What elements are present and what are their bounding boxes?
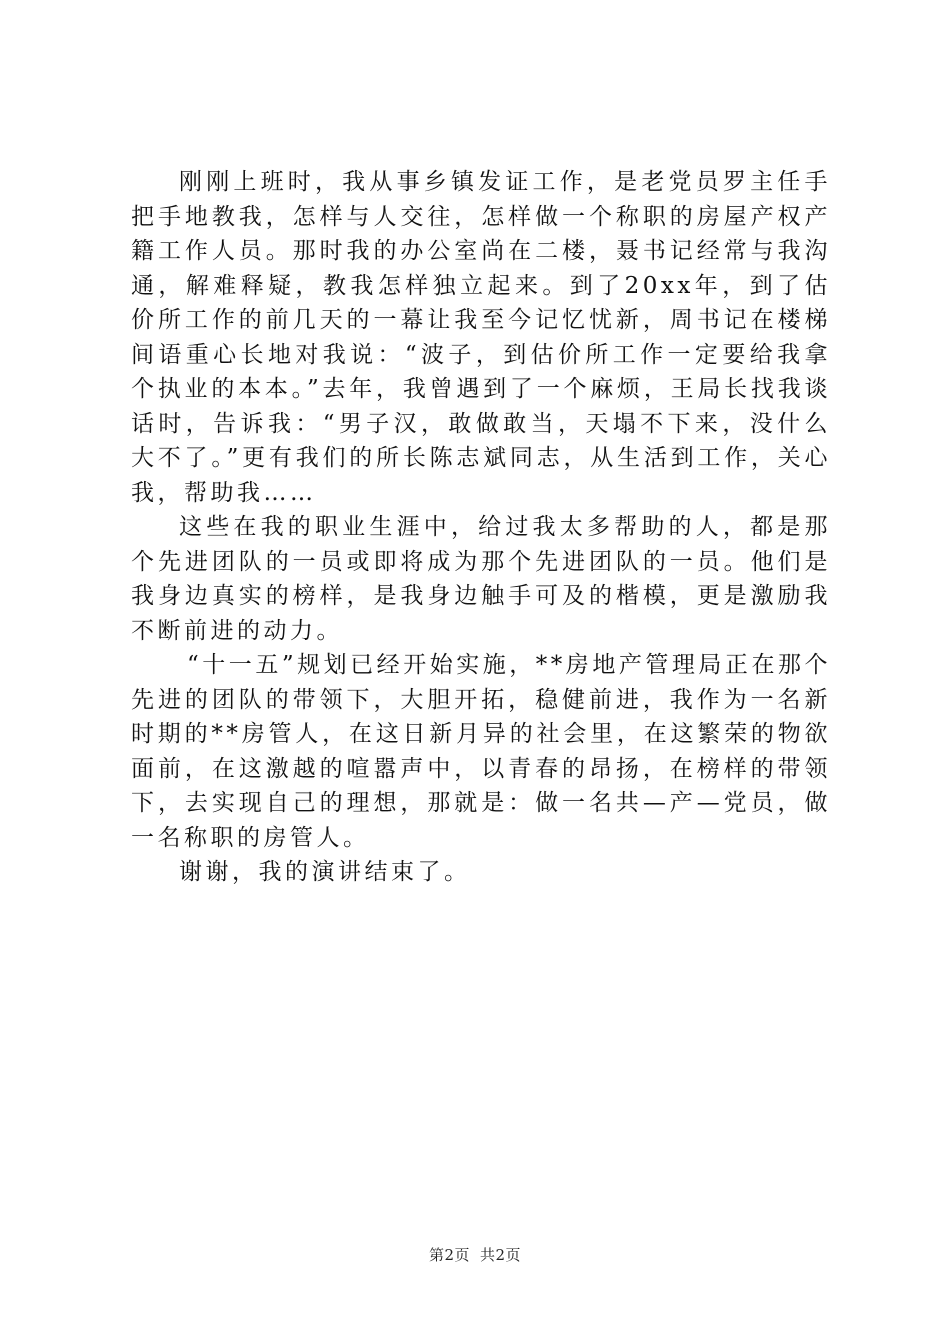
page-footer (0, 1244, 950, 1265)
paragraph-role-models: 这些在我的职业生涯中，给过我太多帮助的人，都是那个先进团队的一员或即将成为那个先进团队的一员。他们是我身边真实的榜样，是我身边触手可及的楷模，更是激励我不断前进的动力。 (131, 514, 831, 644)
page-number: 第2页 (428, 1246, 470, 1264)
document-body (131, 165, 831, 890)
paragraph-closing: 谢谢，我的演讲结束了。 (179, 859, 471, 885)
paragraph-five-year-plan: “十一五”规划已经开始实施，**房地产管理局正在那个先进的团队的带领下，大胆开拓，稳健前进，我作为一名新时期的**房管人，在这日新月异的社会里，在这繁荣的物欲面前，在这激越的喧嚣声中，以青春的昂扬，在榜样的带领下，去实现自己的理想，那就是：做一名共—产—党员，做一名称职的房管人。 (131, 652, 831, 851)
page-total: 共2页 (480, 1246, 522, 1264)
paragraph-mentors: 刚刚上班时，我从事乡镇发证工作，是老党员罗主任手把手地教我，怎样与人交往，怎样做一个称职的房屋产权产籍工作人员。那时我的办公室尚在二楼，聂书记经常与我沟通，解难释疑，教我怎样独立起来。到了20xx年，到了估价所工作的前几天的一幕让我至今记忆忧新，周书记在楼梯间语重心长地对我说：“波子，到估价所工作一定要给我拿个执业的本本。”去年，我曾遇到了一个麻烦，王局长找我谈话时，告诉我：“男子汉，敢做敢当，天塌不下来，没什么大不了。”更有我们的所长陈志斌同志，从生活到工作，关心我，帮助我…… (131, 169, 831, 506)
